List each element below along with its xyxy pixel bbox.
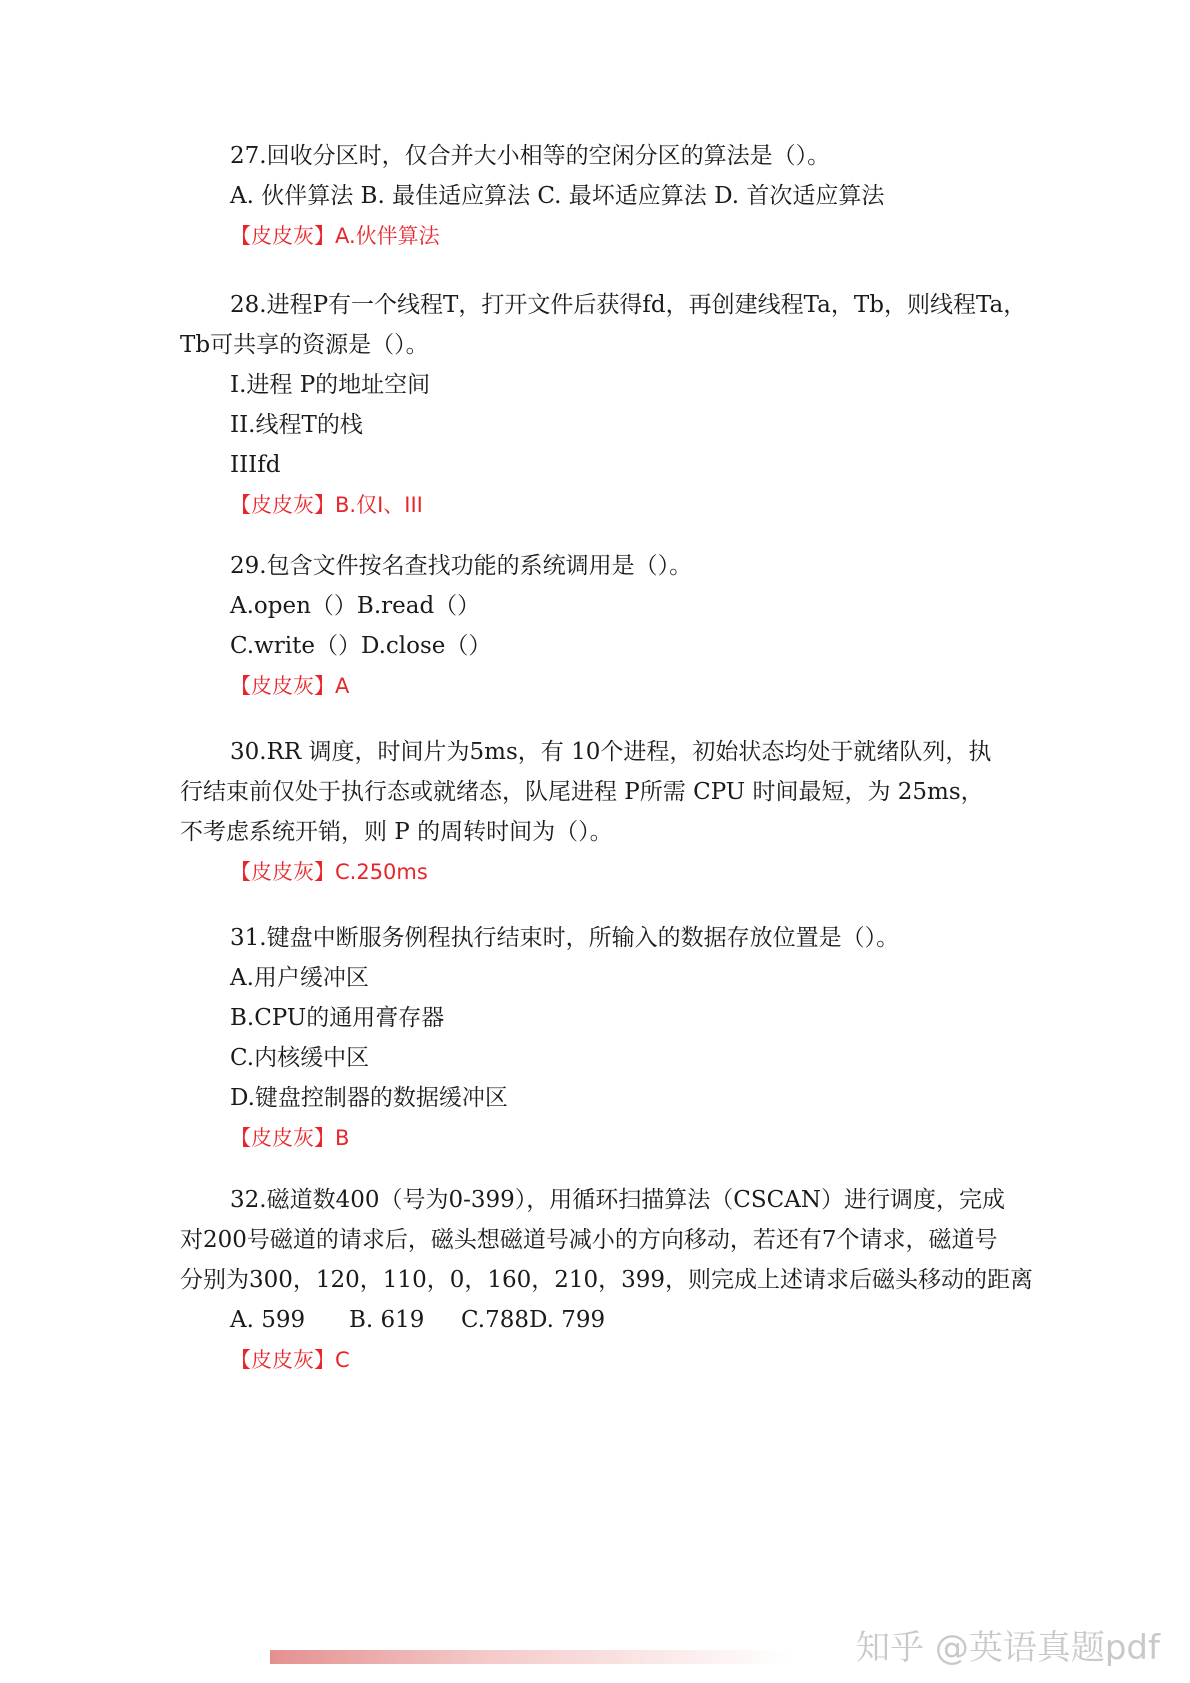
- question-text: 行结束前仅处于执行态或就绪态，队尾进程 P所需 CPU 时间最短，为 25ms，: [180, 779, 984, 805]
- question-31: [180, 918, 1010, 1158]
- question-option: IIIfd: [230, 452, 281, 478]
- bottom-banner-fragment: [270, 1650, 790, 1664]
- question-29: [180, 546, 1010, 706]
- question-option: A.open（）B.read（）: [230, 593, 481, 619]
- question-option: I.进程 P的地址空间: [230, 372, 431, 398]
- question-option: II.线程T的栈: [230, 412, 363, 438]
- question-30: [180, 732, 1010, 892]
- question-27: [180, 136, 1010, 256]
- answer-label: 【皮皮灰】C: [230, 1348, 350, 1372]
- question-option: A.用户缓冲区: [230, 965, 369, 991]
- question-text: 28.进程P有一个线程T，打开文件后获得fd，再创建线程Ta，Tb，则线程Ta，: [230, 292, 1027, 318]
- question-text: 对200号磁道的请求后，磁头想磁道号减小的方向移动，若还有7个请求，磁道号: [180, 1227, 998, 1253]
- answer-label: 【皮皮灰】A: [230, 674, 350, 698]
- answer-label: 【皮皮灰】A.伙伴算法: [230, 224, 440, 248]
- question-option: C.内核缓中区: [230, 1045, 370, 1071]
- answer-label: 【皮皮灰】B: [230, 1126, 350, 1150]
- question-text: 30.RR 调度，时间片为5ms，有 10个进程，初始状态均处于就绪队列，执: [230, 739, 992, 765]
- question-option: A. 599 B. 619 C.788D. 799: [230, 1307, 606, 1333]
- question-option: B.CPU的通用膏存器: [230, 1005, 445, 1031]
- question-32: [180, 1180, 1034, 1380]
- zhihu-watermark: 知乎 @英语真题pdf: [856, 1628, 1160, 1668]
- question-text: 31.键盘中断服务例程执行结束时，所输入的数据存放位置是（）。: [230, 925, 900, 951]
- question-text: 27.回收分区时，仅合并大小相等的空闲分区的算法是（）。: [230, 143, 831, 169]
- question-option: D.键盘控制器的数据缓冲区: [230, 1085, 508, 1111]
- question-text: Tb可共享的资源是（）。: [180, 332, 429, 358]
- question-28: [180, 285, 1027, 525]
- question-option: A. 伙伴算法 B. 最佳适应算法 C. 最坏适应算法 D. 首次适应算法: [230, 183, 885, 209]
- question-text: 分别为300，120，110，0，160，210，399，则完成上述请求后磁头移动的距离: [180, 1267, 1034, 1293]
- answer-label: 【皮皮灰】C.250ms: [230, 860, 428, 884]
- answer-label: 【皮皮灰】B.仅I、III: [230, 493, 423, 517]
- question-text: 32.磁道数400（号为0-399），用循环扫描算法（CSCAN）进行调度，完成: [230, 1187, 1005, 1213]
- question-text: 29.包含文件按名查找功能的系统调用是（）。: [230, 553, 693, 579]
- question-option: C.write（）D.close（）: [230, 633, 492, 659]
- question-text: 不考虑系统开销，则 P 的周转时间为（）。: [180, 819, 613, 845]
